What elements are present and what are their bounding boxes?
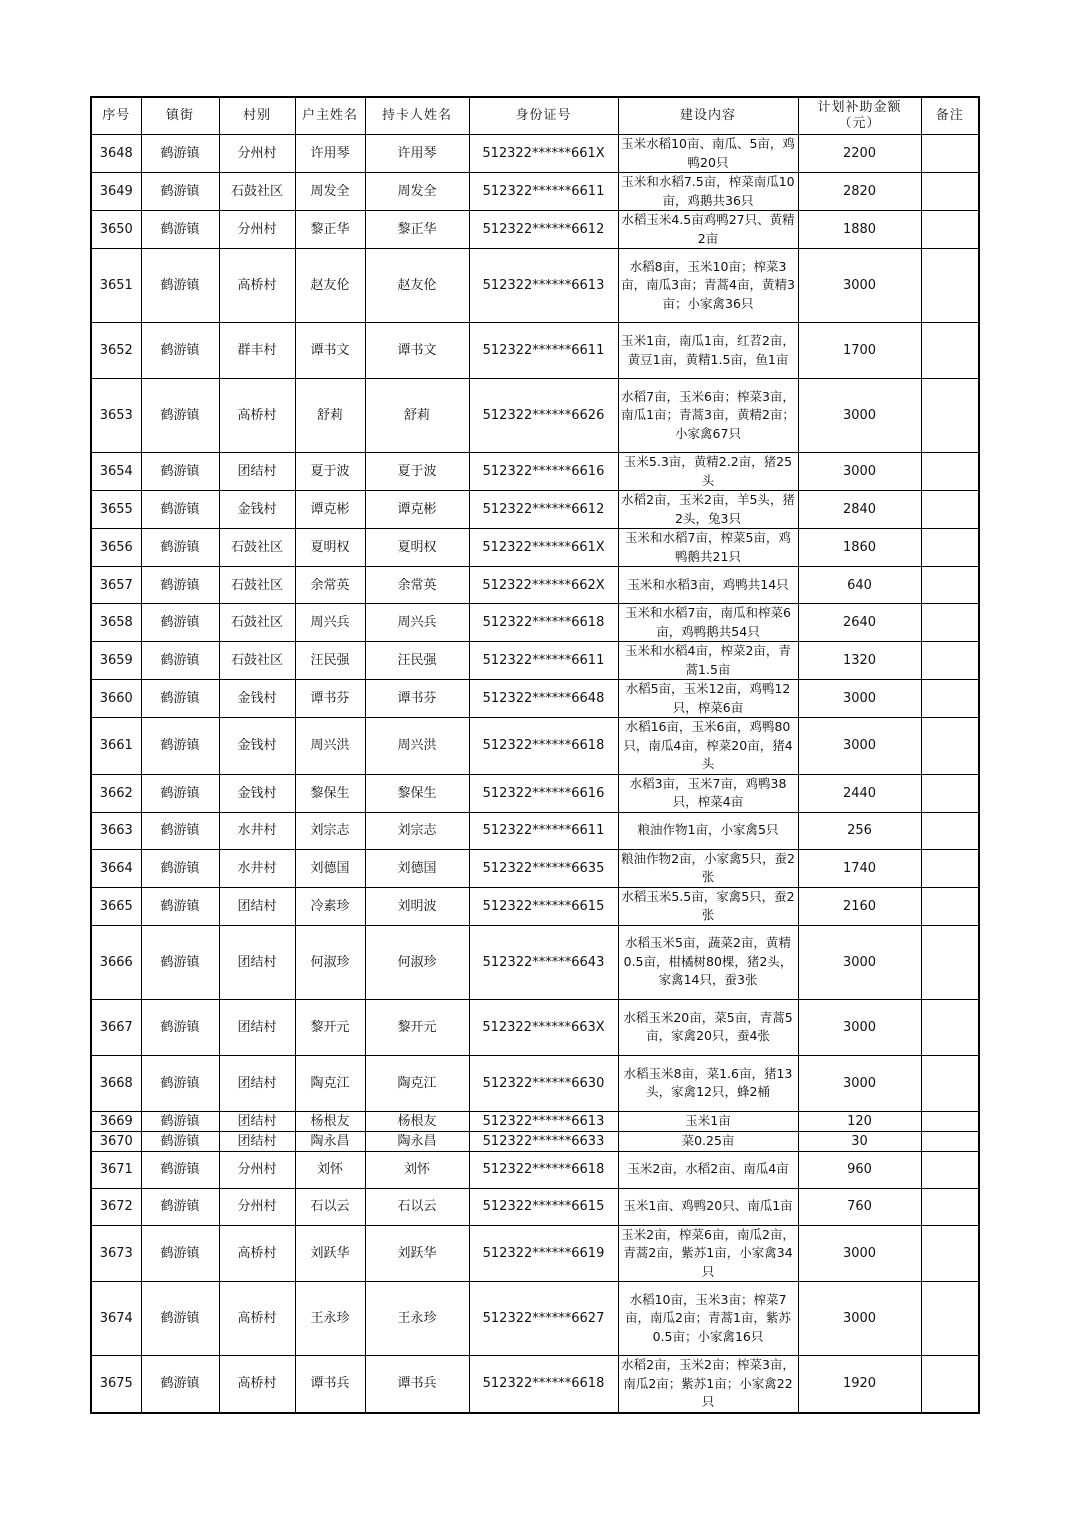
- cell-note: [921, 642, 979, 680]
- cell-holder: 石以云: [365, 1188, 469, 1225]
- cell-content: 菜0.25亩: [618, 1131, 798, 1151]
- cell-village: 分州村: [219, 1188, 295, 1225]
- cell-amount: 2160: [798, 887, 921, 925]
- cell-owner: 夏明权: [295, 529, 365, 567]
- cell-village: 团结村: [219, 887, 295, 925]
- cell-owner: 王永珍: [295, 1282, 365, 1356]
- cell-note: [921, 173, 979, 211]
- cell-id: 512322******661X: [469, 135, 618, 173]
- table-row: [91, 1225, 979, 1282]
- cell-amount: 3000: [798, 379, 921, 453]
- cell-note: [921, 774, 979, 812]
- cell-id: 512322******661X: [469, 529, 618, 567]
- header-owner: 户主姓名: [295, 97, 365, 135]
- cell-content: 水稻玉米20亩，菜5亩，青蒿5亩，家禽20只，蚕4张: [618, 999, 798, 1055]
- cell-village: 高桥村: [219, 1356, 295, 1413]
- cell-content: 水稻2亩，玉米2亩；榨菜3亩，南瓜2亩；紫苏1亩；小家禽22只: [618, 1356, 798, 1413]
- cell-owner: 刘德国: [295, 849, 365, 887]
- header-id: 身份证号: [469, 97, 618, 135]
- header-note: 备注: [921, 97, 979, 135]
- cell-content: 玉米2亩，榨菜6亩，南瓜2亩，青蒿2亩，紫苏1亩，小家禽34只: [618, 1225, 798, 1282]
- table-row: [91, 1055, 979, 1111]
- table-row: [91, 323, 979, 379]
- cell-town: 鹤游镇: [141, 604, 219, 642]
- cell-town: 鹤游镇: [141, 999, 219, 1055]
- cell-town: 鹤游镇: [141, 567, 219, 604]
- cell-amount: 1700: [798, 323, 921, 379]
- cell-village: 高桥村: [219, 1225, 295, 1282]
- cell-amount: 120: [798, 1111, 921, 1131]
- cell-owner: 舒莉: [295, 379, 365, 453]
- cell-note: [921, 812, 979, 849]
- cell-no: 3668: [91, 1055, 141, 1111]
- cell-note: [921, 604, 979, 642]
- cell-no: 3664: [91, 849, 141, 887]
- cell-content: 水稻玉米8亩，菜1.6亩，猪13头，家禽12只，蜂2桶: [618, 1055, 798, 1111]
- table-row: [91, 453, 979, 491]
- cell-village: 石鼓社区: [219, 173, 295, 211]
- cell-holder: 陶克江: [365, 1055, 469, 1111]
- table-row: [91, 604, 979, 642]
- cell-owner: 陶永昌: [295, 1131, 365, 1151]
- cell-owner: 谭书文: [295, 323, 365, 379]
- cell-id: 512322******6630: [469, 1055, 618, 1111]
- cell-content: 玉米5.3亩，黄精2.2亩，猪25头: [618, 453, 798, 491]
- table-row: [91, 680, 979, 718]
- table-row: [91, 173, 979, 211]
- cell-amount: 3000: [798, 249, 921, 323]
- cell-amount: 2200: [798, 135, 921, 173]
- cell-no: 3674: [91, 1282, 141, 1356]
- cell-holder: 杨根友: [365, 1111, 469, 1131]
- cell-id: 512322******6643: [469, 925, 618, 999]
- cell-holder: 周兴兵: [365, 604, 469, 642]
- cell-holder: 赵友伦: [365, 249, 469, 323]
- cell-holder: 黎保生: [365, 774, 469, 812]
- cell-no: 3657: [91, 567, 141, 604]
- cell-no: 3651: [91, 249, 141, 323]
- cell-town: 鹤游镇: [141, 925, 219, 999]
- table-row: [91, 529, 979, 567]
- cell-id: 512322******6611: [469, 323, 618, 379]
- cell-note: [921, 1055, 979, 1111]
- cell-amount: 30: [798, 1131, 921, 1151]
- cell-no: 3675: [91, 1356, 141, 1413]
- cell-id: 512322******6626: [469, 379, 618, 453]
- table-row: [91, 379, 979, 453]
- cell-id: 512322******6611: [469, 642, 618, 680]
- cell-no: 3650: [91, 211, 141, 249]
- cell-id: 512322******6619: [469, 1225, 618, 1282]
- cell-owner: 黎正华: [295, 211, 365, 249]
- cell-id: 512322******6618: [469, 1151, 618, 1188]
- cell-owner: 汪民强: [295, 642, 365, 680]
- cell-town: 鹤游镇: [141, 453, 219, 491]
- cell-village: 分州村: [219, 211, 295, 249]
- cell-town: 鹤游镇: [141, 1151, 219, 1188]
- cell-town: 鹤游镇: [141, 718, 219, 775]
- cell-owner: 周兴兵: [295, 604, 365, 642]
- cell-amount: 640: [798, 567, 921, 604]
- header-holder: 持卡人姓名: [365, 97, 469, 135]
- cell-holder: 王永珍: [365, 1282, 469, 1356]
- cell-amount: 3000: [798, 1225, 921, 1282]
- table-row: [91, 812, 979, 849]
- cell-content: 玉米水稻10亩、南瓜、5亩，鸡鸭20只: [618, 135, 798, 173]
- subsidy-table: [90, 96, 980, 1414]
- cell-village: 石鼓社区: [219, 529, 295, 567]
- cell-id: 512322******6616: [469, 774, 618, 812]
- cell-id: 512322******6648: [469, 680, 618, 718]
- cell-no: 3670: [91, 1131, 141, 1151]
- table-row: [91, 1151, 979, 1188]
- cell-holder: 夏于波: [365, 453, 469, 491]
- cell-content: 玉米1亩、鸡鸭20只、南瓜1亩: [618, 1188, 798, 1225]
- cell-id: 512322******6618: [469, 718, 618, 775]
- header-town: 镇街: [141, 97, 219, 135]
- table-row: [91, 211, 979, 249]
- cell-amount: 1880: [798, 211, 921, 249]
- cell-holder: 刘宗志: [365, 812, 469, 849]
- cell-town: 鹤游镇: [141, 680, 219, 718]
- cell-owner: 谭克彬: [295, 491, 365, 529]
- table-row: [91, 1131, 979, 1151]
- cell-village: 石鼓社区: [219, 567, 295, 604]
- table-row: [91, 642, 979, 680]
- cell-no: 3673: [91, 1225, 141, 1282]
- cell-amount: 1740: [798, 849, 921, 887]
- table-row: [91, 491, 979, 529]
- cell-town: 鹤游镇: [141, 774, 219, 812]
- cell-note: [921, 1225, 979, 1282]
- cell-no: 3665: [91, 887, 141, 925]
- cell-amount: 3000: [798, 1282, 921, 1356]
- cell-no: 3649: [91, 173, 141, 211]
- cell-note: [921, 999, 979, 1055]
- table-row: [91, 1282, 979, 1356]
- cell-village: 金钱村: [219, 774, 295, 812]
- cell-id: 512322******6635: [469, 849, 618, 887]
- cell-village: 金钱村: [219, 718, 295, 775]
- cell-note: [921, 1188, 979, 1225]
- cell-content: 粮油作物1亩，小家禽5只: [618, 812, 798, 849]
- cell-content: 玉米2亩，水稻2亩、南瓜4亩: [618, 1151, 798, 1188]
- cell-no: 3659: [91, 642, 141, 680]
- table-body: [91, 135, 979, 1413]
- cell-no: 3671: [91, 1151, 141, 1188]
- cell-no: 3655: [91, 491, 141, 529]
- cell-village: 团结村: [219, 925, 295, 999]
- cell-content: 水稻3亩，玉米7亩，鸡鸭38只，榨菜4亩: [618, 774, 798, 812]
- cell-content: 水稻10亩，玉米3亩；榨菜7亩，南瓜2亩；青蒿1亩，紫苏0.5亩；小家禽16只: [618, 1282, 798, 1356]
- cell-content: 玉米和水稻3亩，鸡鸭共14只: [618, 567, 798, 604]
- cell-village: 分州村: [219, 135, 295, 173]
- cell-holder: 夏明权: [365, 529, 469, 567]
- cell-village: 团结村: [219, 453, 295, 491]
- table-row: [91, 849, 979, 887]
- table-row: [91, 887, 979, 925]
- cell-content: 水稻玉米4.5亩鸡鸭27只、黄精2亩: [618, 211, 798, 249]
- cell-town: 鹤游镇: [141, 491, 219, 529]
- cell-holder: 刘跃华: [365, 1225, 469, 1282]
- cell-holder: 黎开元: [365, 999, 469, 1055]
- cell-owner: 谭书芬: [295, 680, 365, 718]
- cell-village: 水井村: [219, 812, 295, 849]
- cell-note: [921, 1131, 979, 1151]
- cell-id: 512322******6613: [469, 249, 618, 323]
- cell-holder: 汪民强: [365, 642, 469, 680]
- cell-no: 3653: [91, 379, 141, 453]
- cell-holder: 许用琴: [365, 135, 469, 173]
- cell-town: 鹤游镇: [141, 1225, 219, 1282]
- cell-holder: 周兴洪: [365, 718, 469, 775]
- cell-town: 鹤游镇: [141, 812, 219, 849]
- cell-note: [921, 379, 979, 453]
- cell-town: 鹤游镇: [141, 1111, 219, 1131]
- cell-amount: 960: [798, 1151, 921, 1188]
- cell-holder: 刘怀: [365, 1151, 469, 1188]
- cell-no: 3661: [91, 718, 141, 775]
- header-village: 村别: [219, 97, 295, 135]
- cell-amount: 256: [798, 812, 921, 849]
- table-row: [91, 925, 979, 999]
- cell-id: 512322******663X: [469, 999, 618, 1055]
- cell-content: 水稻玉米5亩，蔬菜2亩，黄精0.5亩，柑橘树80棵，猪2头，家禽14只，蚕3张: [618, 925, 798, 999]
- cell-id: 512322******6611: [469, 173, 618, 211]
- cell-no: 3663: [91, 812, 141, 849]
- cell-town: 鹤游镇: [141, 1055, 219, 1111]
- cell-amount: 3000: [798, 680, 921, 718]
- cell-note: [921, 849, 979, 887]
- cell-note: [921, 887, 979, 925]
- cell-town: 鹤游镇: [141, 642, 219, 680]
- cell-id: 512322******6627: [469, 1282, 618, 1356]
- cell-id: 512322******6615: [469, 1188, 618, 1225]
- cell-note: [921, 491, 979, 529]
- cell-amount: 760: [798, 1188, 921, 1225]
- cell-content: 水稻7亩，玉米6亩；榨菜3亩，南瓜1亩；青蒿3亩，黄精2亩；小家禽67只: [618, 379, 798, 453]
- cell-holder: 刘明波: [365, 887, 469, 925]
- table-row: [91, 999, 979, 1055]
- cell-village: 分州村: [219, 1151, 295, 1188]
- cell-owner: 谭书兵: [295, 1356, 365, 1413]
- table-row: [91, 774, 979, 812]
- cell-holder: 谭书芬: [365, 680, 469, 718]
- cell-holder: 刘德国: [365, 849, 469, 887]
- cell-holder: 陶永昌: [365, 1131, 469, 1151]
- cell-holder: 何淑珍: [365, 925, 469, 999]
- cell-content: 水稻8亩，玉米10亩；榨菜3亩，南瓜3亩；青蒿4亩，黄精3亩；小家禽36只: [618, 249, 798, 323]
- cell-owner: 何淑珍: [295, 925, 365, 999]
- cell-no: 3669: [91, 1111, 141, 1131]
- cell-no: 3654: [91, 453, 141, 491]
- cell-village: 群丰村: [219, 323, 295, 379]
- cell-content: 玉米和水稻7亩，榨菜5亩，鸡鸭鹅共21只: [618, 529, 798, 567]
- cell-village: 高桥村: [219, 379, 295, 453]
- cell-owner: 赵友伦: [295, 249, 365, 323]
- cell-amount: 3000: [798, 1055, 921, 1111]
- cell-amount: 2840: [798, 491, 921, 529]
- cell-note: [921, 680, 979, 718]
- cell-village: 高桥村: [219, 1282, 295, 1356]
- cell-id: 512322******6616: [469, 453, 618, 491]
- cell-content: 粮油作物2亩，小家禽5只，蚕2张: [618, 849, 798, 887]
- cell-content: 玉米和水稻7亩，南瓜和榨菜6亩，鸡鸭鹅共54只: [618, 604, 798, 642]
- cell-holder: 谭克彬: [365, 491, 469, 529]
- cell-id: 512322******662X: [469, 567, 618, 604]
- cell-content: 水稻16亩，玉米6亩，鸡鸭80只，南瓜4亩，榨菜20亩，猪4头: [618, 718, 798, 775]
- cell-amount: 1320: [798, 642, 921, 680]
- cell-content: 水稻5亩，玉米12亩，鸡鸭12只，榨菜6亩: [618, 680, 798, 718]
- cell-note: [921, 529, 979, 567]
- cell-village: 团结村: [219, 999, 295, 1055]
- cell-holder: 谭书文: [365, 323, 469, 379]
- cell-village: 金钱村: [219, 491, 295, 529]
- header-no: 序号: [91, 97, 141, 135]
- cell-town: 鹤游镇: [141, 1356, 219, 1413]
- cell-amount: 3000: [798, 925, 921, 999]
- cell-note: [921, 1282, 979, 1356]
- cell-note: [921, 567, 979, 604]
- cell-id: 512322******6612: [469, 211, 618, 249]
- cell-content: 玉米1亩: [618, 1111, 798, 1131]
- cell-village: 石鼓社区: [219, 642, 295, 680]
- cell-holder: 余常英: [365, 567, 469, 604]
- cell-town: 鹤游镇: [141, 379, 219, 453]
- cell-amount: 1860: [798, 529, 921, 567]
- table-row: [91, 1356, 979, 1413]
- cell-amount: 3000: [798, 999, 921, 1055]
- table-row: [91, 718, 979, 775]
- cell-town: 鹤游镇: [141, 849, 219, 887]
- cell-owner: 石以云: [295, 1188, 365, 1225]
- cell-no: 3652: [91, 323, 141, 379]
- cell-owner: 黎开元: [295, 999, 365, 1055]
- cell-town: 鹤游镇: [141, 1188, 219, 1225]
- cell-amount: 2820: [798, 173, 921, 211]
- cell-village: 团结村: [219, 1111, 295, 1131]
- cell-amount: 2640: [798, 604, 921, 642]
- cell-owner: 余常英: [295, 567, 365, 604]
- cell-note: [921, 1151, 979, 1188]
- cell-owner: 刘跃华: [295, 1225, 365, 1282]
- cell-note: [921, 135, 979, 173]
- header-row: [91, 97, 979, 135]
- cell-town: 鹤游镇: [141, 1131, 219, 1151]
- cell-owner: 周兴洪: [295, 718, 365, 775]
- cell-village: 团结村: [219, 1055, 295, 1111]
- cell-village: 高桥村: [219, 249, 295, 323]
- cell-id: 512322******6633: [469, 1131, 618, 1151]
- cell-owner: 陶克江: [295, 1055, 365, 1111]
- cell-owner: 许用琴: [295, 135, 365, 173]
- cell-town: 鹤游镇: [141, 1282, 219, 1356]
- cell-id: 512322******6618: [469, 1356, 618, 1413]
- cell-content: 水稻玉米5.5亩，家禽5只，蚕2张: [618, 887, 798, 925]
- cell-id: 512322******6613: [469, 1111, 618, 1131]
- header-content: 建设内容: [618, 97, 798, 135]
- cell-village: 石鼓社区: [219, 604, 295, 642]
- cell-no: 3656: [91, 529, 141, 567]
- cell-no: 3667: [91, 999, 141, 1055]
- cell-owner: 周发全: [295, 173, 365, 211]
- cell-owner: 冷素珍: [295, 887, 365, 925]
- cell-note: [921, 1111, 979, 1131]
- cell-holder: 舒莉: [365, 379, 469, 453]
- cell-town: 鹤游镇: [141, 887, 219, 925]
- table-row: [91, 1111, 979, 1131]
- cell-id: 512322******6615: [469, 887, 618, 925]
- cell-town: 鹤游镇: [141, 249, 219, 323]
- cell-no: 3658: [91, 604, 141, 642]
- cell-owner: 刘怀: [295, 1151, 365, 1188]
- cell-no: 3660: [91, 680, 141, 718]
- cell-content: 玉米和水稻7.5亩，榨菜南瓜10亩，鸡鹅共36只: [618, 173, 798, 211]
- cell-id: 512322******6612: [469, 491, 618, 529]
- table-row: [91, 135, 979, 173]
- cell-village: 金钱村: [219, 680, 295, 718]
- cell-note: [921, 1356, 979, 1413]
- table-row: [91, 567, 979, 604]
- cell-town: 鹤游镇: [141, 173, 219, 211]
- cell-note: [921, 323, 979, 379]
- cell-amount: 3000: [798, 718, 921, 775]
- cell-amount: 1920: [798, 1356, 921, 1413]
- cell-note: [921, 925, 979, 999]
- cell-holder: 谭书兵: [365, 1356, 469, 1413]
- cell-owner: 杨根友: [295, 1111, 365, 1131]
- cell-owner: 刘宗志: [295, 812, 365, 849]
- cell-content: 水稻2亩，玉米2亩，羊5头，猪2头，兔3只: [618, 491, 798, 529]
- cell-town: 鹤游镇: [141, 529, 219, 567]
- cell-note: [921, 249, 979, 323]
- cell-note: [921, 211, 979, 249]
- cell-amount: 3000: [798, 453, 921, 491]
- cell-no: 3662: [91, 774, 141, 812]
- cell-id: 512322******6611: [469, 812, 618, 849]
- cell-owner: 黎保生: [295, 774, 365, 812]
- cell-town: 鹤游镇: [141, 135, 219, 173]
- table-row: [91, 249, 979, 323]
- cell-no: 3666: [91, 925, 141, 999]
- cell-content: 玉米1亩，南瓜1亩，红苕2亩，黄豆1亩，黄精1.5亩，鱼1亩: [618, 323, 798, 379]
- cell-content: 玉米和水稻4亩，榨菜2亩，青蒿1.5亩: [618, 642, 798, 680]
- header-amount: 计划补助金额（元）: [798, 97, 921, 135]
- cell-no: 3672: [91, 1188, 141, 1225]
- cell-note: [921, 718, 979, 775]
- cell-note: [921, 453, 979, 491]
- table-row: [91, 1188, 979, 1225]
- cell-town: 鹤游镇: [141, 323, 219, 379]
- cell-holder: 黎正华: [365, 211, 469, 249]
- cell-no: 3648: [91, 135, 141, 173]
- cell-owner: 夏于波: [295, 453, 365, 491]
- cell-village: 水井村: [219, 849, 295, 887]
- cell-holder: 周发全: [365, 173, 469, 211]
- cell-amount: 2440: [798, 774, 921, 812]
- cell-town: 鹤游镇: [141, 211, 219, 249]
- cell-village: 团结村: [219, 1131, 295, 1151]
- cell-id: 512322******6618: [469, 604, 618, 642]
